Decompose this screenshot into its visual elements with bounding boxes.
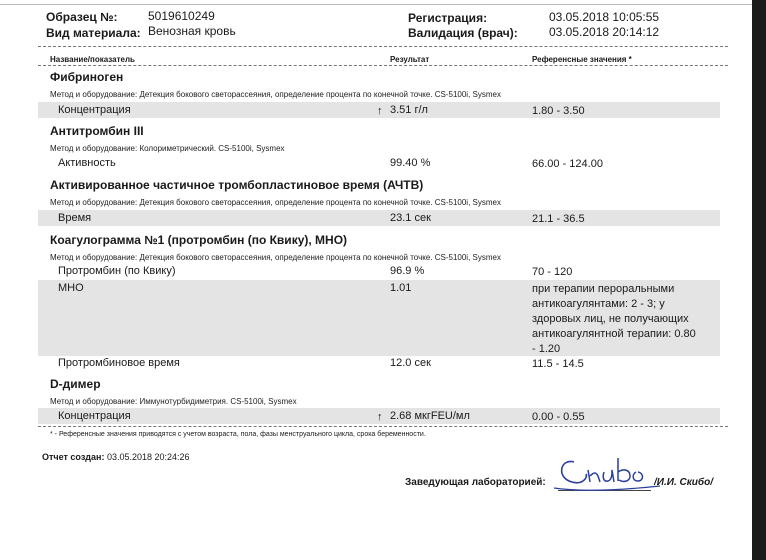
test-result: 99.40 % xyxy=(390,157,431,169)
test-name: Время xyxy=(58,212,92,224)
test-name: Активность xyxy=(58,157,116,169)
handwritten-signature xyxy=(552,448,662,498)
reference-line: при терапии пероральными xyxy=(532,283,675,295)
arrow-up-icon: ↑ xyxy=(377,411,383,423)
section-title-coagulogram: Коагулограмма №1 (протромбин (по Квику), МНО) xyxy=(50,233,348,247)
section-method: Метод и оборудование: Детекция бокового светорассеяния, определение процента по конечной точке. CS-5100i, Sysmex xyxy=(50,198,501,207)
column-header-result: Результат xyxy=(390,55,430,64)
result-row xyxy=(38,280,720,356)
material-value: Венозная кровь xyxy=(148,24,236,38)
material-label: Вид материала: xyxy=(46,26,141,40)
result-row xyxy=(38,155,720,171)
section-title-antithrombin: Антитромбин III xyxy=(50,124,144,138)
reference-range: 11.5 - 14.5 xyxy=(532,358,584,370)
lab-head-label: Заведующая лабораторией: xyxy=(405,477,546,488)
result-row xyxy=(38,263,720,279)
result-row xyxy=(38,102,720,118)
test-name: Концентрация xyxy=(58,410,131,422)
column-header-reference: Референсные значения * xyxy=(532,55,632,64)
test-result: 2.68 мкгFEU/мл xyxy=(390,410,470,422)
header-divider xyxy=(38,46,728,47)
section-title-aptt: Активированное частичное тромбопластиновое время (АЧТВ) xyxy=(50,178,424,192)
sample-number: 5019610249 xyxy=(148,9,215,23)
section-title-d-dimer: D-димер xyxy=(50,377,101,391)
footer-divider xyxy=(38,426,728,427)
section-method: Метод и оборудование: Иммунотурбидиметрия. CS-5100i, Sysmex xyxy=(50,397,297,406)
reference-range: 21.1 - 36.5 xyxy=(532,213,585,225)
reference-range: 0.00 - 0.55 xyxy=(532,411,585,423)
section-method: Метод и оборудование: Детекция бокового светорассеяния, определение процента по конечной точке. CS-5100i, Sysmex xyxy=(50,253,501,262)
arrow-up-icon: ↑ xyxy=(377,105,383,117)
reference-range: 66.00 - 124.00 xyxy=(532,158,603,170)
column-header-name: Название/показатель xyxy=(50,55,135,64)
registration-datetime: 03.05.2018 10:05:55 xyxy=(549,10,660,24)
reference-range: 1.80 - 3.50 xyxy=(532,105,585,117)
test-result: 96.9 % xyxy=(390,265,425,277)
reference-line: - 1.20 xyxy=(532,343,561,355)
created-datetime: 03.05.2018 20:24:26 xyxy=(106,452,190,462)
reference-line: антикоагулянтной терапии: 0.80 xyxy=(532,328,696,340)
footnote: * - Референсные значения приводятся с учетом возраста, пола, фазы менструального цикла, срока беременности. xyxy=(50,431,426,438)
sample-label: Образец №: xyxy=(46,10,118,24)
test-name: Концентрация xyxy=(58,104,131,116)
section-title-fibrinogen: Фибриноген xyxy=(50,70,124,84)
validation-label: Валидация (врач): xyxy=(408,26,518,40)
reference-range: 70 - 120 xyxy=(532,266,573,278)
test-name: Протромбиновое время xyxy=(58,357,180,369)
result-row xyxy=(38,210,720,226)
result-row xyxy=(38,355,720,371)
page-top-edge xyxy=(0,0,752,5)
test-name: Протромбин (по Квику) xyxy=(58,265,176,277)
section-method: Метод и оборудование: Детекция бокового светорассеяния, определение процента по конечной точке. CS-5100i, Sysmex xyxy=(50,90,501,99)
test-result: 12.0 сек xyxy=(390,357,431,369)
reference-range xyxy=(532,282,696,357)
test-result: 23.1 сек xyxy=(390,212,431,224)
report-created xyxy=(42,452,190,462)
result-row xyxy=(38,408,720,424)
test-result: 3.51 г/л xyxy=(390,104,428,116)
test-result: 1.01 xyxy=(390,282,412,294)
column-header-divider xyxy=(38,65,728,66)
reference-line: здоровых лиц, не получающих xyxy=(532,313,689,325)
registration-label: Регистрация: xyxy=(408,11,488,25)
created-label: Отчет создан: xyxy=(42,452,105,462)
test-name: МНО xyxy=(58,282,84,294)
section-method: Метод и оборудование: Колориметрический. CS-5100i, Sysmex xyxy=(50,144,285,153)
lab-head-name: /И.И. Скибо/ xyxy=(654,477,713,488)
reference-line: антикоагулянтами: 2 - 3; у xyxy=(532,298,665,310)
validation-datetime: 03.05.2018 20:14:12 xyxy=(549,25,660,39)
